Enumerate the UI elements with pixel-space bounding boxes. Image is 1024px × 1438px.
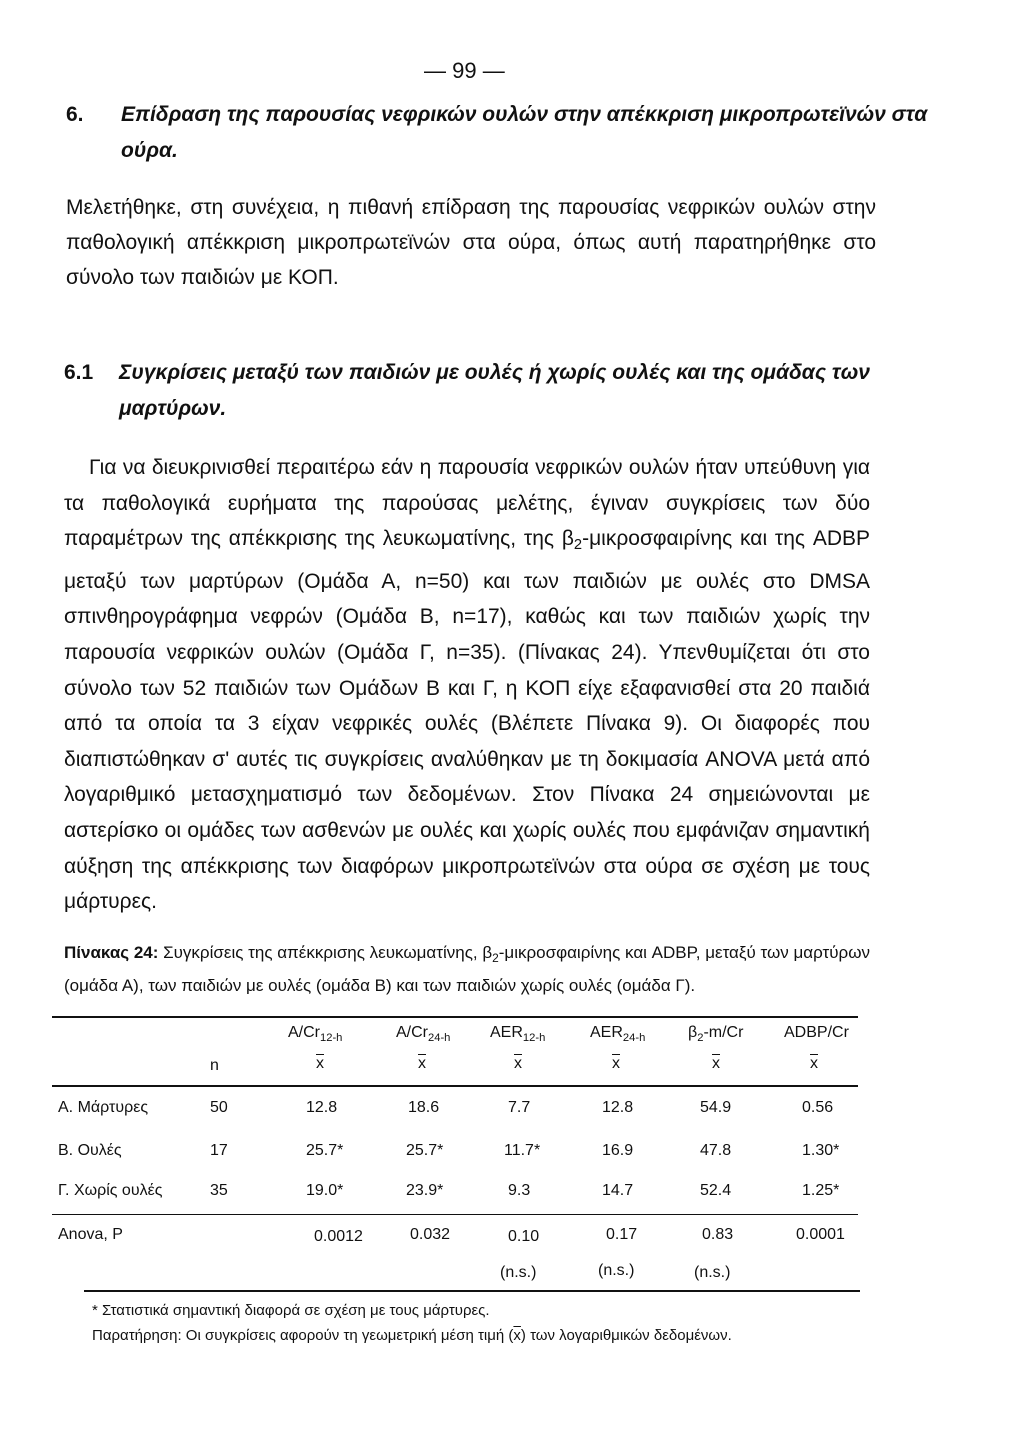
paragraph-2-part2: -μικροσφαιρίνης και της ADBP μεταξύ των μαρτύρων (Ομάδα Α, n=50) και των παιδιών με ουλές στο DMSA σπινθηρογράφημα νεφρών (Ομάδα Β, n=17), καθώς και των παιδιών χωρίς την παρουσία νεφρικών ουλών (Ομάδα Γ, n=35). (Πίνακας 24). Υπενθυμίζεται ότι στο σύνολο των 52 παιδιών των Ομάδων Β και Γ, η ΚΟΠ είχε εξαφανισθεί στα 20 παιδιά από τα οποία τα 3 είχαν νεφρικές ουλές (Βλέπετε Πίνακα 9). Οι διαφορές που διαπιστώθηκαν σ' αυτές τις συγκρίσεις αναλύθηκαν με τη δοκιμασία ANOVA μετά από λογαριθμικό μετασχηματισμό των δεδομένων. Στον Πίνακα 24 σημειώνονται με αστερίσκο οι ομάδες των ασθενών με ουλές και χωρίς ουλές που εμφάνιζαν σημαντική αύξηση της απέκκρισης των διαφόρων μικροπρωτεϊνών στα ούρα σε σχέση με τους μάρτυρες. [64, 527, 871, 914]
footnote-observation-label: Παρατήρηση: [92, 1327, 182, 1344]
table-cell: 11.7* [504, 1142, 541, 1159]
anova-value: 0.17 [606, 1226, 638, 1243]
paragraph-2 [64, 450, 870, 920]
row-label: Α. Μάρτυρες [58, 1099, 149, 1116]
table-cell: 1.30* [802, 1142, 840, 1159]
paragraph-2-part1: Για να διευκρινισθεί περαιτέρω εάν η παρουσία νεφρικών ουλών ήταν υπεύθυνη για τα παθολογικά ευρήματα της παρούσας μελέτης, έγιναν συγκρίσεις των δύο παραμέτρων της απέκκρισης της λευκωματίνης, της β [64, 456, 870, 551]
table-anova-rule [52, 1214, 858, 1215]
mean-symbol-4: $\overline{x}$ [612, 1055, 620, 1072]
anova-note: (n.s.) [500, 1264, 537, 1281]
paragraph-1: Μελετήθηκε, στη συνέχεια, η πιθανή επίδραση της παρουσίας νεφρικών ουλών στην παθολογική απέκκριση μικροπρωτεϊνών στα ούρα, όπως αυτή παρατηρήθηκε στο σύνολο των παιδιών με ΚΟΠ. [66, 196, 876, 289]
table-cell: 52.4 [700, 1182, 732, 1199]
row-n: 17 [210, 1142, 228, 1159]
col-header-acr24: $A/Cr_{24-h}$ [396, 1024, 451, 1044]
table-caption-label: Πίνακας 24: [64, 943, 159, 962]
table-cell: 16.9 [602, 1142, 634, 1159]
section-6-number: 6. [66, 103, 84, 126]
table-cell: 47.8 [700, 1142, 732, 1159]
section-6-title: Επίδραση της παρουσίας νεφρικών ουλών στην απέκκριση μικροπρωτεϊνών στα ούρα. [121, 103, 928, 162]
table-cell: 54.9 [700, 1099, 732, 1116]
table-caption-text2: -μικροσφαιρίνης και ADBP, μεταξύ των μαρτύρων (ομάδα Α), των παιδιών με ουλές (ομάδα Β) και των παιδιών χωρίς ουλές (ομάδα Γ). [64, 943, 870, 995]
table-header-rule [52, 1085, 858, 1087]
table-cell: 0.56 [802, 1099, 834, 1116]
anova-value: 0.0012 [314, 1228, 363, 1245]
table-cell: 9.3 [508, 1182, 531, 1199]
anova-value: 0.0001 [796, 1226, 845, 1243]
mean-symbol-5: $\overline{x}$ [712, 1055, 720, 1072]
table-cell: 1.25* [802, 1182, 840, 1199]
table-cell: 12.8 [306, 1099, 338, 1116]
footnote-observation: Παρατήρηση: Οι συγκρίσεις αφορούν τη γεωμετρική μέση τιμή $(\overline{x})$ των λογαριθμικών δεδομένων. [92, 1327, 732, 1344]
mean-symbol-1: $\overline{x}$ [316, 1055, 324, 1072]
table-caption-text1: Συγκρίσεις της απέκκρισης λευκωματίνης, β [158, 943, 493, 962]
row-n: 35 [210, 1182, 228, 1199]
table-cell: 25.7* [306, 1142, 344, 1159]
col-header-aer12: $AER_{12-h}$ [490, 1024, 546, 1044]
table-cell: 23.9* [406, 1182, 444, 1199]
table-caption-subscript: 2 [492, 951, 499, 965]
table-top-rule [52, 1016, 858, 1018]
row-n: 50 [210, 1099, 228, 1116]
paragraph-2-subscript: 2 [573, 537, 583, 554]
anova-note: (n.s.) [598, 1262, 635, 1279]
col-header-b2m: $\beta_2-m/Cr$ [688, 1024, 744, 1044]
anova-label: Anova, P [58, 1226, 123, 1243]
col-header-acr12: $A/Cr_{12-h}$ [288, 1024, 343, 1044]
footnote-significance: * Στατιστικά σημαντική διαφορά σε σχέση με τους μάρτυρες. [92, 1302, 490, 1319]
mean-symbol-6: $\overline{x}$ [810, 1055, 818, 1072]
mean-symbol-3: $\overline{x}$ [514, 1055, 522, 1072]
anova-value: 0.83 [702, 1226, 734, 1243]
table-bottom-rule [84, 1290, 860, 1292]
mean-symbol-2: $\overline{x}$ [418, 1055, 426, 1072]
page-number: — 99 — [424, 58, 505, 83]
row-label: Γ. Χωρίς ουλές [58, 1182, 163, 1199]
col-header-adbp: ADBP/Cr [784, 1024, 849, 1041]
table-caption [64, 939, 874, 1000]
col-header-n: n [210, 1057, 219, 1074]
table-cell: 12.8 [602, 1099, 634, 1116]
col-header-aer24: $AER_{24-h}$ [590, 1024, 646, 1044]
table-cell: 18.6 [408, 1099, 440, 1116]
row-label: Β. Ουλές [58, 1142, 122, 1159]
table-cell: 14.7 [602, 1182, 634, 1199]
anova-value: 0.10 [508, 1228, 540, 1245]
table-cell: 25.7* [406, 1142, 444, 1159]
section-6-1-title: Συγκρίσεις μεταξύ των παιδιών με ουλές ή χωρίς ουλές και της ομάδας των μαρτύρων. [119, 361, 870, 420]
section-6-1-number: 6.1 [64, 361, 94, 384]
anova-note: (n.s.) [694, 1264, 731, 1281]
table-cell: 19.0* [306, 1182, 344, 1199]
footnote-mean-symbol: $\overline{x}$ [513, 1327, 521, 1344]
table-cell: 7.7 [508, 1099, 531, 1116]
anova-value: 0.032 [410, 1226, 451, 1243]
